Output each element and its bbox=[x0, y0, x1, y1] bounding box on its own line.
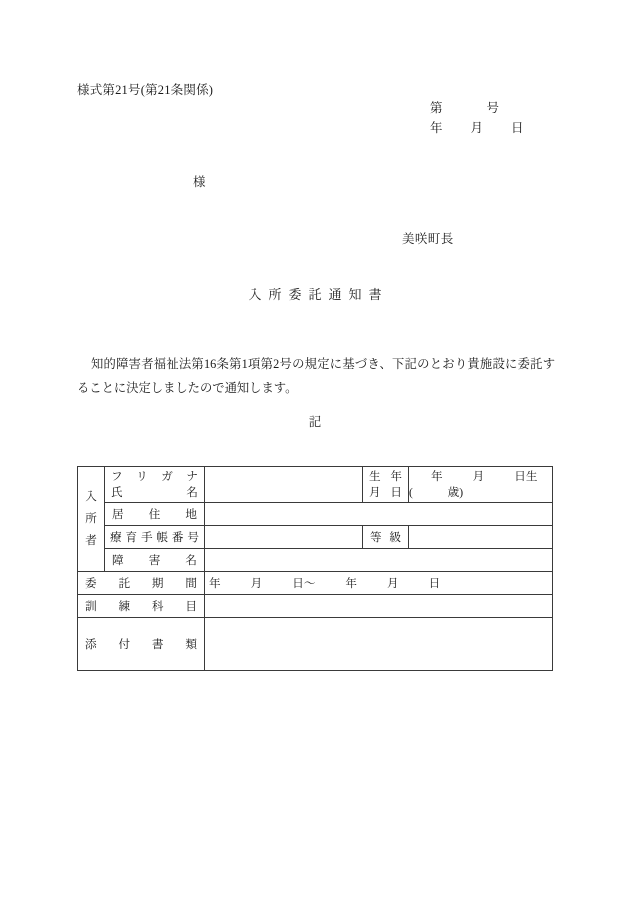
issuer-name: 美咲町長 bbox=[402, 232, 454, 246]
name-char-0: 氏 bbox=[111, 485, 123, 499]
field-name-value[interactable] bbox=[205, 467, 363, 503]
date-day-label: 日 bbox=[511, 121, 524, 135]
period-char-3: 間 bbox=[185, 577, 197, 590]
label-period bbox=[78, 572, 205, 595]
birthdate-char-0: 生 bbox=[369, 469, 381, 483]
page-title: 入所委託通知書 bbox=[248, 287, 389, 302]
label-attachments bbox=[78, 618, 205, 671]
attachments-char-0: 添 bbox=[85, 638, 97, 651]
form-number: 様式第21号(第21条関係) bbox=[77, 83, 214, 97]
residence-char-1: 住 bbox=[148, 508, 161, 521]
residence-char-2: 地 bbox=[185, 508, 197, 521]
label-training bbox=[78, 595, 205, 618]
grade-char-1: 級 bbox=[389, 531, 401, 544]
disability-char-1: 害 bbox=[148, 554, 161, 567]
label-disability bbox=[105, 549, 205, 572]
birthdate-value-year: 年 bbox=[431, 469, 443, 483]
training-char-2: 科 bbox=[151, 600, 164, 613]
label-residence bbox=[105, 503, 205, 526]
table-row-disability bbox=[78, 549, 553, 572]
field-residence-value[interactable] bbox=[205, 503, 553, 526]
name-char-1: 名 bbox=[186, 485, 198, 499]
training-char-1: 練 bbox=[118, 600, 131, 613]
field-birthdate-value[interactable] bbox=[409, 467, 553, 503]
attachments-char-1: 付 bbox=[118, 638, 131, 651]
period-start-day: 日～ bbox=[292, 577, 316, 590]
residence-char-0: 居 bbox=[112, 508, 124, 521]
label-name bbox=[111, 485, 198, 501]
label-handbook-number bbox=[105, 526, 205, 549]
field-attachments-value[interactable] bbox=[205, 618, 553, 671]
table-row-name bbox=[78, 467, 553, 503]
handbook-char-2: 手 bbox=[140, 531, 153, 544]
field-handbook-grade-value[interactable] bbox=[409, 526, 553, 549]
document-number-unit: 号 bbox=[486, 101, 500, 115]
period-start-year: 年 bbox=[209, 577, 221, 590]
handbook-char-0: 療 bbox=[110, 531, 122, 544]
group-label-char-1: 所 bbox=[85, 512, 97, 525]
furigana-char-3: ナ bbox=[186, 469, 198, 483]
handbook-char-5: 号 bbox=[187, 531, 199, 544]
field-disability-value[interactable] bbox=[205, 549, 553, 572]
training-char-0: 訓 bbox=[85, 600, 97, 613]
table-row-training bbox=[78, 595, 553, 618]
field-handbook-number-value[interactable] bbox=[205, 526, 363, 549]
label-furigana-name bbox=[105, 467, 205, 503]
grade-char-0: 等 bbox=[370, 531, 382, 544]
handbook-char-4: 番 bbox=[171, 531, 184, 544]
field-period-value[interactable] bbox=[205, 572, 553, 595]
table-row-period bbox=[78, 572, 553, 595]
label-birthdate bbox=[363, 467, 409, 503]
table-row-residence bbox=[78, 503, 553, 526]
period-end-year: 年 bbox=[345, 577, 358, 590]
birthdate-label-line2 bbox=[369, 485, 402, 501]
table-row-handbook bbox=[78, 526, 553, 549]
birthdate-char-1: 年 bbox=[390, 469, 402, 483]
document-date-line bbox=[430, 118, 524, 138]
birthdate-char-3: 日 bbox=[390, 485, 402, 499]
group-label-char-0: 入 bbox=[85, 490, 97, 503]
handbook-char-3: 帳 bbox=[156, 531, 169, 544]
table-row-attachments bbox=[78, 618, 553, 671]
disability-char-2: 名 bbox=[185, 554, 197, 567]
document-number-label: 第 bbox=[430, 101, 443, 115]
ki-marker: 記 bbox=[308, 415, 322, 429]
handbook-char-1: 育 bbox=[125, 531, 138, 544]
document-meta-block bbox=[430, 98, 524, 138]
entrant-details-table bbox=[77, 466, 553, 671]
period-char-0: 委 bbox=[85, 577, 97, 590]
attachments-char-3: 類 bbox=[185, 638, 197, 651]
group-label-entrant bbox=[78, 467, 105, 572]
furigana-char-2: ガ bbox=[161, 469, 173, 483]
field-training-value[interactable] bbox=[205, 595, 553, 618]
period-end-month: 月 bbox=[387, 577, 399, 590]
addressee-honorific: 様 bbox=[193, 175, 206, 189]
birthdate-char-2: 月 bbox=[369, 485, 381, 499]
furigana-char-0: フ bbox=[111, 469, 123, 483]
document-number-line bbox=[430, 98, 524, 118]
attachments-char-2: 書 bbox=[151, 638, 164, 651]
date-year-label: 年 bbox=[430, 121, 443, 135]
period-end-day: 日 bbox=[428, 577, 441, 590]
group-label-char-2: 者 bbox=[85, 534, 97, 547]
period-char-2: 期 bbox=[151, 577, 164, 590]
label-furigana bbox=[111, 469, 198, 485]
period-char-1: 託 bbox=[118, 577, 131, 590]
birthdate-value-day: 日生 bbox=[514, 469, 538, 483]
training-char-3: 目 bbox=[185, 600, 197, 613]
date-month-label: 月 bbox=[470, 121, 484, 135]
body-paragraph: 知的障害者福祉法第16条第1項第2号の規定に基づき、下記のとおり貴施設に委託することに決定しましたので通知します。 bbox=[77, 357, 555, 395]
birthdate-value-line1 bbox=[409, 470, 537, 483]
birthdate-age-value: ( 歳) bbox=[409, 485, 464, 499]
birthdate-label-line1 bbox=[369, 469, 402, 485]
disability-char-0: 障 bbox=[112, 554, 124, 567]
birthdate-value-month: 月 bbox=[472, 469, 485, 483]
period-start-month: 月 bbox=[250, 577, 263, 590]
furigana-char-1: リ bbox=[136, 469, 148, 483]
label-handbook-grade bbox=[363, 526, 409, 549]
